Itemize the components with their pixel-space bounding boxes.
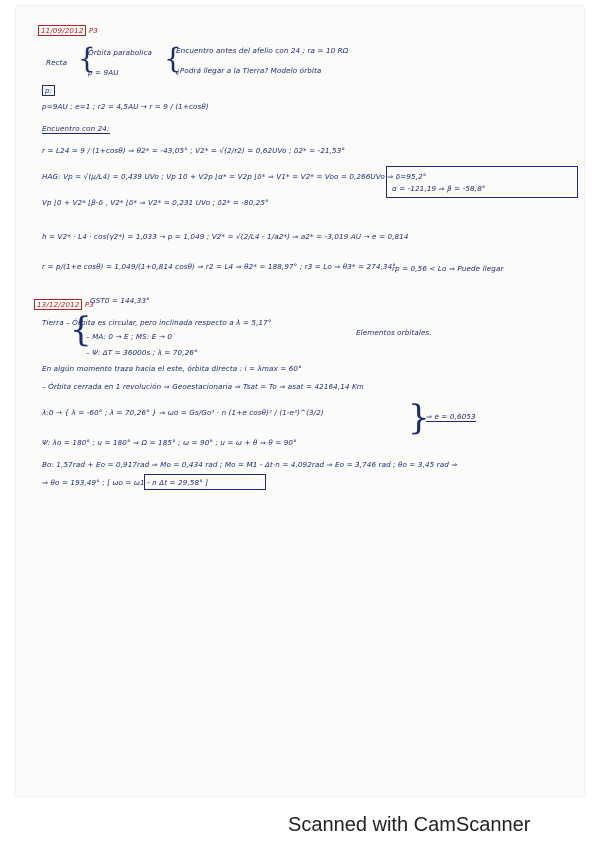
orbital-elements-note: Elementos orbitales.	[356, 328, 432, 337]
line-velocity: Vp ⌊0 + V2* ⌊β-δ , V2* ⌊δ* ⇒ V2* = 0,231 UVo ; δ2* = -80,25°	[42, 198, 269, 207]
brace-right: {	[408, 398, 430, 438]
result-box-2	[144, 474, 266, 490]
intro-label: Recta	[46, 58, 68, 67]
line-orbit-eq: r = p/(1+e cosθ) = 1,049/(1+0,814 cosθ) ⇒ r2 = L4 ⇒ θ2* = 188,97° ; r3 = Lo ⇒ θ3* = 274,34°	[42, 262, 396, 271]
brace-part2: {	[70, 310, 92, 350]
part2-line-3: – Ψ: ΔT = 36000s ; λ = 70,26°	[86, 348, 198, 357]
part2-line-5: En algún momento traza hacia el este, órbita directa : i = λmax = 60°	[42, 364, 302, 373]
line-angular-momentum: h = V2* · L4 · cos(γ2*) = 1,033 → p = 1,049 ; V2* = √(2/L4 - 1/a2*) ⇒ a2* = -3,019 AU → e = 0,814	[42, 232, 409, 241]
intro-task-1: Encuentro antes del afelio con 24 ; ra = 10 RΩ	[176, 46, 349, 55]
line-encounter-eq: r = L24 = 9 / (1+cosθ) ⇒ θ2* = -43,05° ; V2* = √(2/r2) = 0,62UVo ; δ2* = -21,53°	[42, 146, 346, 155]
part2-line-9: Ψ: λo = 180° ; u = 180° ⇒ Ω = 185° ; ω = 90° ; u = ω + θ ⇒ θ = 90°	[42, 438, 297, 447]
part2-line-1: Tierra – Órbita es circular, pero inclinada respecto a λ = 5,17°	[42, 318, 272, 327]
intro-cond-2: p = 9AU	[88, 68, 119, 77]
gst-value: GST0 = 144,33°	[90, 296, 150, 305]
part2-line-2: – MA: 0 → E ; MS: E → 0	[86, 332, 173, 341]
line-encounter-title: Encuentro con 24:	[42, 124, 110, 133]
line-perihelion: rp = 0,56 < Lo ⇒ Puede llegar	[392, 264, 504, 273]
part2-line-7: λ:0 → { λ = -60° ; λ = 70,26° } ⇒ ωo = Gs/Go³ · n (1+e cosθ)² / (1-e²)^(3/2)	[42, 408, 324, 417]
intro-cond-1: Órbita parabolica	[88, 48, 153, 57]
eccentricity-result: ⇒ e = 0,6053	[426, 412, 476, 421]
result-box-1	[386, 166, 578, 198]
scanner-footer: Scanned with CamScanner	[288, 814, 531, 836]
date-header-2: 13/12/2012 P3	[34, 300, 94, 309]
part2-line-6: – Órbita cerrada en 1 revolución ⇒ Geoestacionaria ⇒ Tsat = To ⇒ asat = 42164,14 Km	[42, 382, 364, 391]
p-label: p:	[42, 86, 55, 95]
part2-line-10: Bo: 1,57rad + Eo = 0,917rad ⇒ Mo = 0,434 rad ; Mo = M1 - Δt·n = 4,092rad ⇒ Eo = 3,746 rad ; θo = 3,45 rad ⇒	[42, 460, 458, 469]
date-stamp: 11/09/2012	[38, 25, 86, 36]
brace-left: {	[78, 42, 96, 75]
problem-label: P3	[88, 26, 98, 35]
part2-line-11: ⇒ θo = 193,49° ; [ ωo = ω1 - n Δt = 29,58° ]	[42, 478, 209, 487]
intro-task-2: ¿Podrá llegar a la Tierra? Modelo órbita	[176, 66, 322, 75]
line-hag: HAG: Vp = √(μ/L4) = 0,439 UVo ; Vp 10 + V2p ⌊α* = V2p ⌊δ* ⇒ V1* = V2* = Voo = 0,266UVo ⇒ δ=95,2°	[42, 172, 427, 181]
line-params: p=9AU ; e=1 ; r2 = 4,5AU → r = 9 / (1+cosθ)	[42, 102, 209, 111]
date-header-1	[38, 26, 98, 35]
line-hag-angles: α = -121,19 ⇒ β = -58,8°	[392, 184, 486, 193]
brace-mid: {	[164, 42, 182, 75]
scanned-page	[16, 6, 584, 796]
